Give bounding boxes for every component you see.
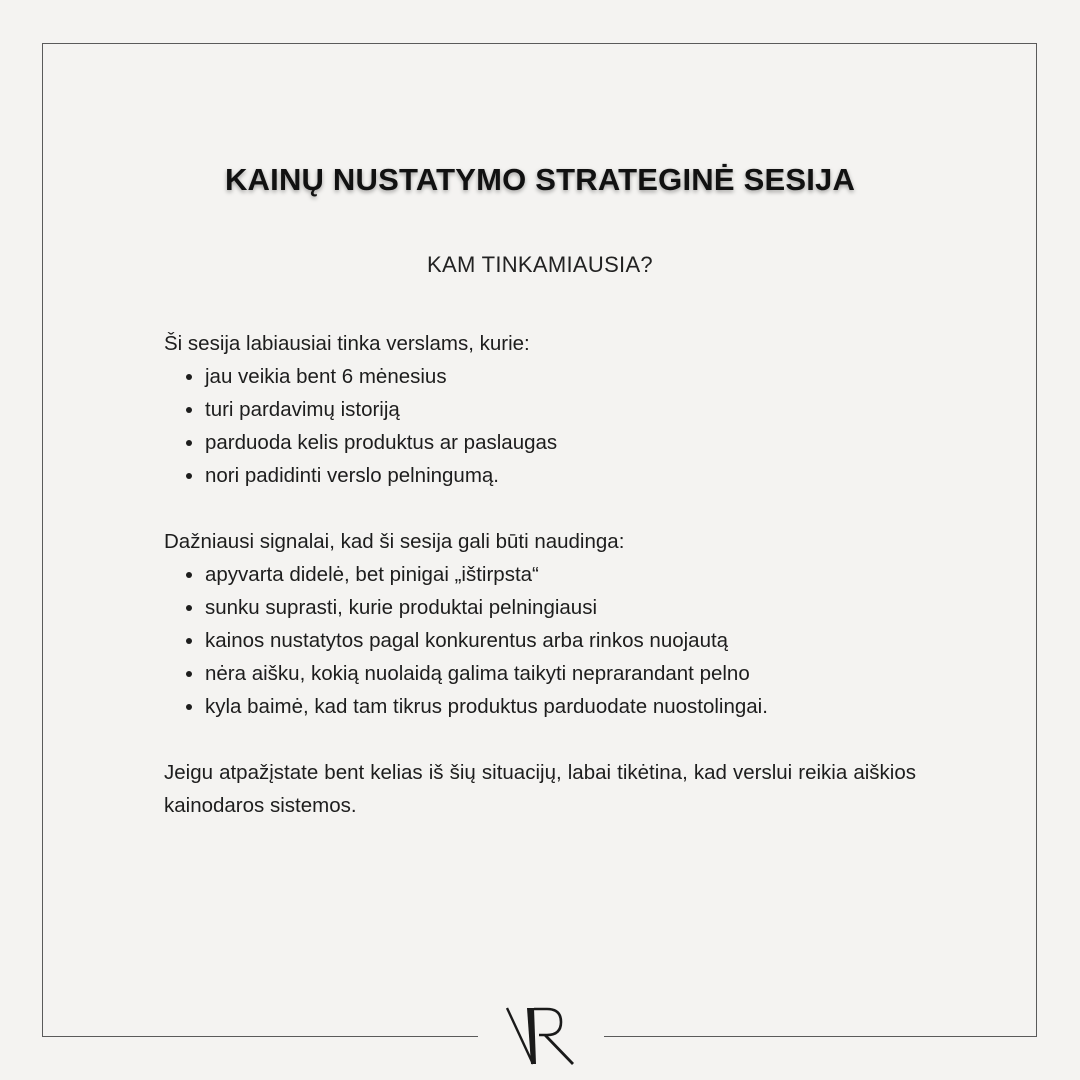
list-item: turi pardavimų istoriją xyxy=(186,393,916,426)
section-spacer xyxy=(164,723,916,756)
page-title: KAINŲ NUSTATYMO STRATEGINĖ SESIJA xyxy=(224,162,856,197)
section2-intro: Dažniausi signalai, kad ši sesija gali būti naudinga: xyxy=(164,530,625,553)
page-subtitle: KAM TINKAMIAUSIA? xyxy=(427,252,653,277)
list-item: kainos nustatytos pagal konkurentus arba rinkos nuojautą xyxy=(186,624,916,657)
section2-list xyxy=(164,558,916,723)
section-spacer xyxy=(164,492,916,525)
closing-paragraph: Jeigu atpažįstate bent kelias iš šių situacijų, labai tikėtina, kad verslui reikia aiškios kainodaros sistemos. xyxy=(164,761,916,817)
list-item: nėra aišku, kokią nuolaidą galima taikyti neprarandant pelno xyxy=(186,657,916,690)
vr-monogram-logo xyxy=(503,1006,577,1066)
list-item: sunku suprasti, kurie produktai pelningiausi xyxy=(186,591,916,624)
content-body xyxy=(164,327,916,822)
section1-intro: Ši sesija labiausiai tinka verslams, kurie: xyxy=(164,332,530,355)
list-item: nori padidinti verslo pelningumą. xyxy=(186,459,916,492)
section1-list xyxy=(164,360,916,492)
list-item: jau veikia bent 6 mėnesius xyxy=(186,360,916,393)
list-item: apyvarta didelė, bet pinigai „ištirpsta“ xyxy=(186,558,916,591)
list-item: parduoda kelis produktus ar paslaugas xyxy=(186,426,916,459)
list-item: kyla baimė, kad tam tikrus produktus parduodate nuostolingai. xyxy=(186,690,916,723)
